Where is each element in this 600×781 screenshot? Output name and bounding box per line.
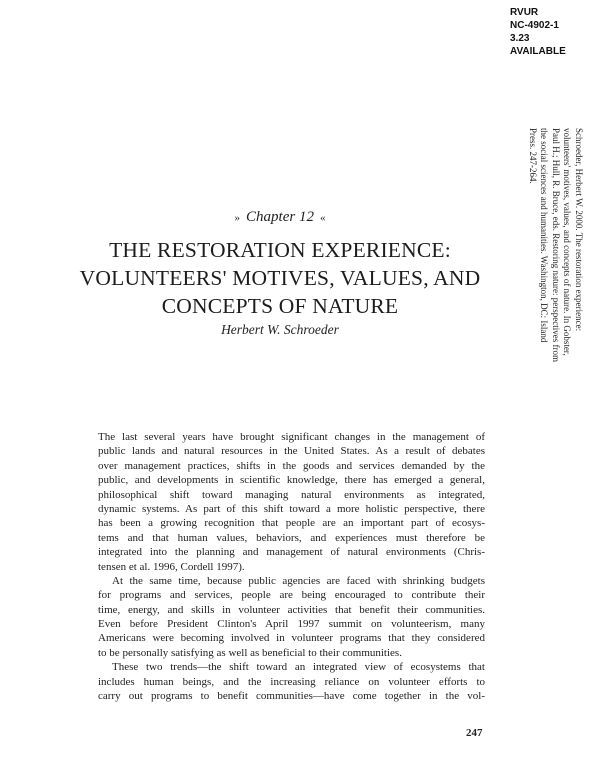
citation-line: the social sciences and humanities. Washington, DC: Island: [539, 128, 550, 343]
paragraph-3: [98, 660, 485, 703]
text-line: These two trends—the shift toward an integrated view of ecosystems that: [112, 661, 485, 674]
text-line: to be personally satisfying as well as beneficial to their communities.: [98, 646, 402, 659]
text-line: dynamic systems. As part of this shift toward a more holistic perspective, there: [98, 502, 485, 515]
page-number: 247: [466, 727, 483, 739]
stamp-line: 3.23: [510, 33, 530, 44]
title-line: CONCEPTS OF NATURE: [161, 294, 399, 318]
text-line: The last several years have brought significant changes in the management of: [98, 431, 485, 443]
stamp-line: RVUR: [510, 7, 539, 18]
citation-line: volunteers' motives, values, and concepts of nature. In Gobster,: [562, 128, 573, 356]
paragraph-1: [98, 430, 485, 574]
stamp-line: AVAILABLE: [510, 46, 566, 57]
title-line: VOLUNTEERS' MOTIVES, VALUES, AND: [79, 266, 481, 290]
text-line: tensen et al. 1996, Cordell 1997).: [98, 560, 245, 573]
citation-line: Press. 247-264.: [528, 128, 538, 184]
rotated-citation: [514, 128, 584, 468]
text-line: over management practices, shifts in the goods and services demanded by the: [98, 459, 485, 472]
title-line: THE RESTORATION EXPERIENCE:: [109, 238, 451, 262]
text-line: integrated into the planning and management of natural environments (Chris-: [98, 546, 485, 559]
text-line: includes human beings, and the increasing reliance on volunteer efforts to: [98, 675, 485, 688]
text-line: time, energy, and skills in volunteer activities that benefit their communities.: [98, 603, 485, 616]
text-line: tems and that human values, behaviors, and experiences must therefore be: [98, 531, 485, 544]
archive-stamp: [510, 6, 566, 58]
text-line: public lands and natural resources in the United States. As a result of debates: [98, 445, 485, 458]
text-line: Americans were becoming involved in volunteer programs that they considered: [98, 632, 485, 645]
paragraph-2: [98, 574, 485, 660]
ornament-left-icon: »: [234, 212, 241, 224]
chapter-heading: [0, 209, 560, 226]
body-text: [98, 430, 485, 703]
text-line: philosophical shift toward managing natural environments as integrated,: [98, 488, 485, 501]
chapter-title: [60, 236, 500, 320]
text-line: Even before President Clinton's April 1997 summit on volunteerism, many: [98, 618, 485, 631]
text-line: At the same time, because public agencies are faced with shrinking budgets: [112, 574, 485, 587]
text-line: for programs and services, people are being encouraged to contribute their: [98, 589, 485, 602]
text-line: has been a growing recognition that people are an important part of ecosys-: [98, 517, 485, 530]
text-line: carry out programs to benefit communities—have come together in the vol-: [98, 690, 485, 703]
stamp-line: NC-4902-1: [510, 20, 559, 31]
citation-line: Paul H.; Hull, R. Bruce, eds. Restoring nature: perspectives from: [551, 128, 561, 362]
text-line: public, and developments in scientific knowledge, there has emerged a general,: [98, 474, 485, 487]
ornament-right-icon: «: [319, 212, 326, 224]
chapter-label: Chapter 12: [246, 209, 314, 225]
citation-line: Schroeder, Herbert W. 2000. The restoration experience:: [574, 128, 584, 332]
author-name: Herbert W. Schroeder: [221, 322, 339, 337]
